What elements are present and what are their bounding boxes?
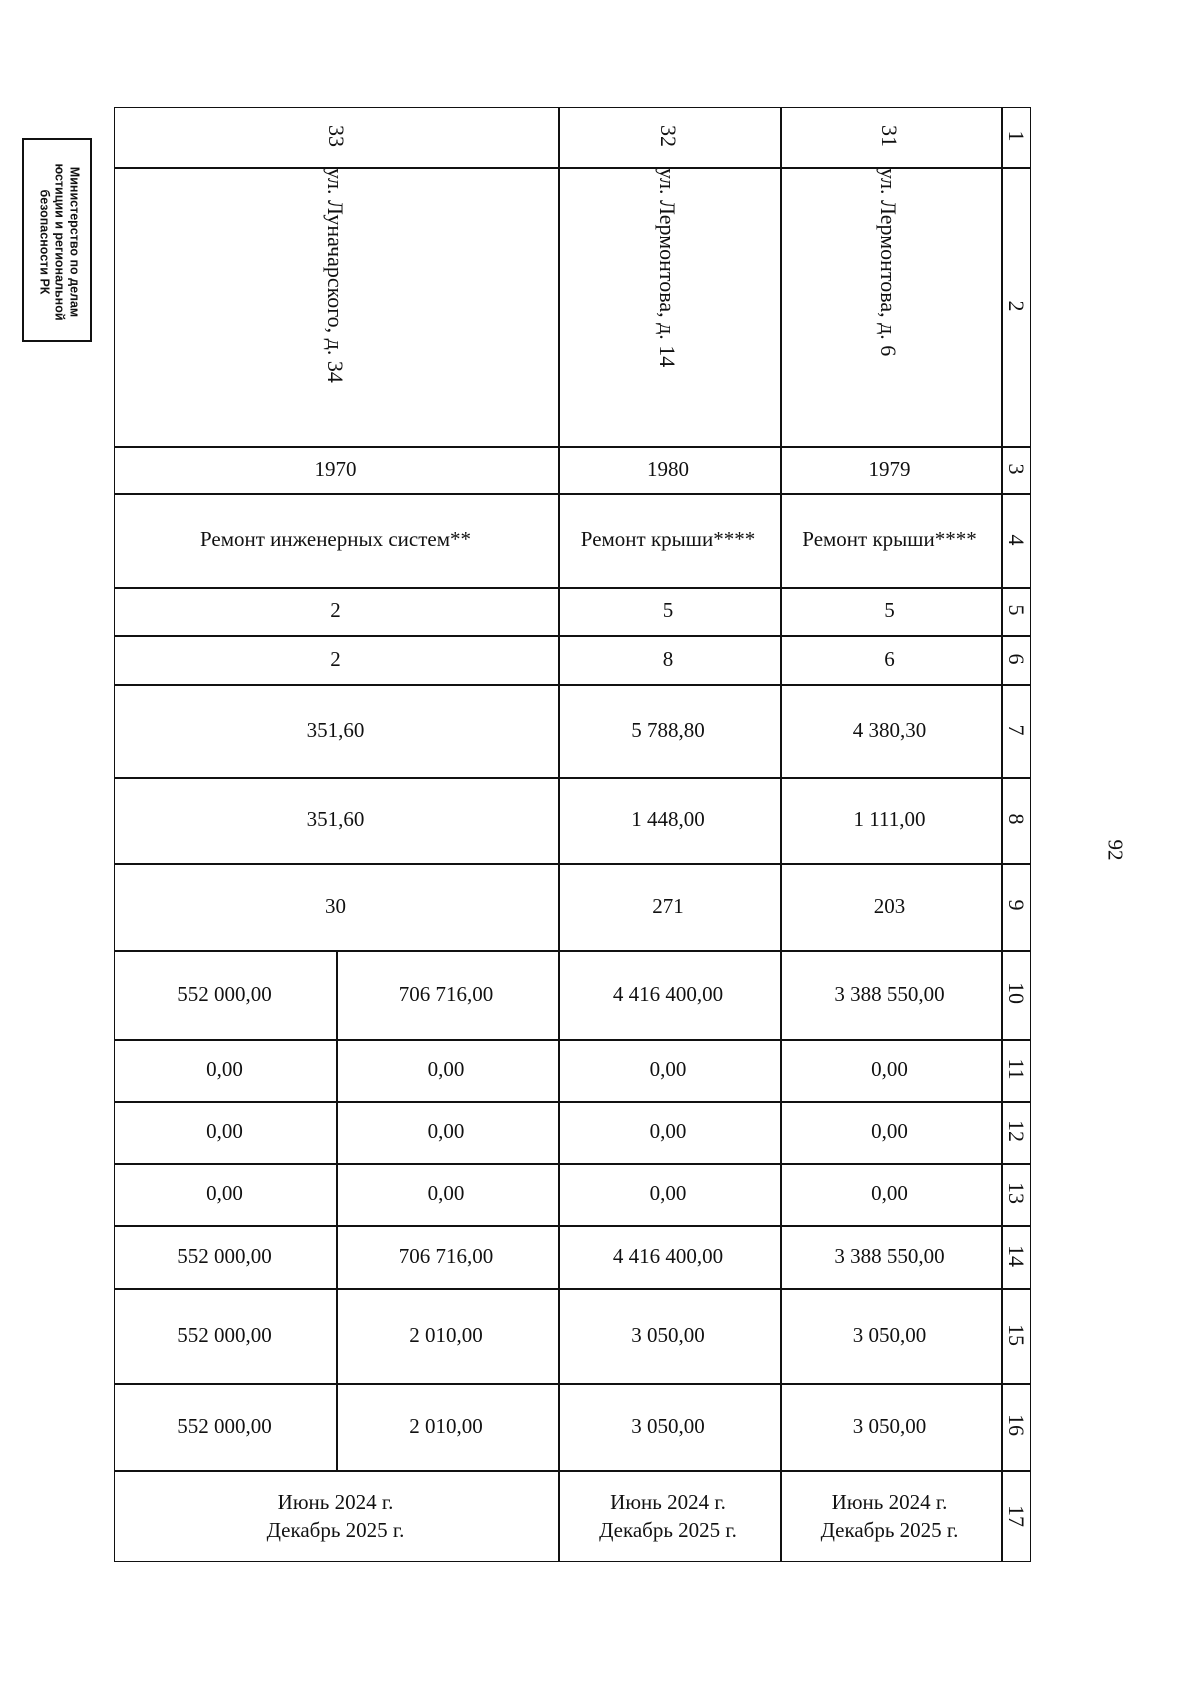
- value-cell: 0,00: [427, 1181, 465, 1205]
- period-start: Июнь 2024 г.: [610, 1489, 726, 1514]
- value-cell: 5 788,80: [631, 717, 705, 742]
- period-cell: [114, 1469, 557, 1562]
- stamp-text: [37, 140, 82, 344]
- value-cell: 30: [325, 893, 346, 918]
- value-cell: 5: [662, 598, 674, 622]
- column-number: 3: [1004, 463, 1029, 475]
- registration-stamp: [22, 138, 92, 342]
- stamp-line: безопасности РК: [37, 189, 52, 295]
- year-cell: 1970: [314, 456, 357, 481]
- work-type-cell: Ремонт инженерных систем**: [199, 527, 472, 551]
- column-number: 15: [1004, 1324, 1029, 1346]
- value-cell: 3 388 550,00: [834, 981, 945, 1006]
- record-number: 33: [324, 125, 349, 147]
- period-start: Июнь 2024 г.: [277, 1489, 394, 1514]
- value-cell: 4 416 400,00: [612, 981, 724, 1006]
- column-number: 8: [1004, 813, 1029, 825]
- value-cell: 0,00: [649, 1181, 687, 1205]
- value-cell: 0,00: [427, 1057, 465, 1081]
- value-cell: 0,00: [206, 1057, 243, 1081]
- period-start: Июнь 2024 г.: [831, 1489, 948, 1514]
- value-cell: 3 050,00: [631, 1322, 705, 1347]
- value-cell: 351,60: [306, 807, 365, 831]
- column-number: 9: [1004, 899, 1029, 911]
- column-number: 7: [1004, 724, 1029, 736]
- period-end: Декабрь 2025 г.: [266, 1517, 405, 1542]
- value-cell: 6: [884, 646, 895, 671]
- stamp-line: юстиции и региональной: [52, 163, 67, 321]
- year-cell: 1980: [647, 456, 689, 481]
- period-cell: [557, 1469, 779, 1562]
- value-cell: 0,00: [871, 1119, 908, 1143]
- value-cell: 2 010,00: [409, 1322, 483, 1347]
- value-cell: 706 716,00: [398, 1243, 494, 1268]
- value-cell: 2 010,00: [409, 1413, 483, 1438]
- value-cell: 1 111,00: [853, 807, 926, 831]
- record-number: 31: [877, 125, 902, 147]
- column-number: 13: [1004, 1182, 1029, 1204]
- value-cell: 351,60: [306, 717, 365, 742]
- column-number: 2: [1004, 300, 1029, 312]
- value-cell: 552 000,00: [177, 1322, 272, 1347]
- stamp-line: Министерство по делам: [67, 166, 82, 318]
- value-cell: 706 716,00: [398, 981, 494, 1006]
- value-cell: 271: [652, 893, 684, 918]
- value-cell: 8: [662, 646, 674, 671]
- work-type-cell: Ремонт крыши****: [802, 527, 977, 551]
- value-cell: 0,00: [649, 1119, 687, 1143]
- column-number: 14: [1004, 1245, 1029, 1267]
- column-number: 12: [1004, 1120, 1029, 1142]
- record-number: 32: [656, 125, 681, 147]
- work-type-cell: Ремонт крыши****: [580, 527, 756, 551]
- column-number: 5: [1004, 604, 1029, 616]
- value-cell: 0,00: [871, 1181, 908, 1205]
- value-cell: 0,00: [206, 1119, 243, 1143]
- value-cell: 4 416 400,00: [612, 1243, 724, 1268]
- column-number: 17: [1004, 1505, 1029, 1527]
- value-cell: 0,00: [871, 1057, 908, 1081]
- value-cell: 2: [330, 598, 341, 622]
- value-cell: 5: [884, 598, 895, 622]
- value-cell: 552 000,00: [177, 1413, 272, 1438]
- column-number: 16: [1004, 1414, 1029, 1436]
- value-cell: 3 050,00: [852, 1413, 927, 1438]
- value-cell: 3 050,00: [852, 1322, 927, 1347]
- page-number: 92: [1103, 839, 1128, 861]
- value-cell: 3 388 550,00: [834, 1243, 945, 1268]
- address: ул. Луначарского, д. 34: [323, 168, 348, 383]
- address: ул. Лермонтова, д. 14: [655, 168, 680, 368]
- value-cell: 0,00: [206, 1181, 243, 1205]
- value-cell: 0,00: [649, 1057, 687, 1081]
- column-number: 1: [1004, 130, 1029, 142]
- period-end: Декабрь 2025 г.: [599, 1517, 737, 1542]
- value-cell: 552 000,00: [177, 1243, 272, 1268]
- column-number: 6: [1004, 653, 1029, 665]
- column-number: 4: [1004, 534, 1029, 546]
- value-cell: 2: [330, 646, 341, 671]
- address: ул. Лермонтова, д. 6: [876, 168, 901, 357]
- value-cell: 1 448,00: [631, 807, 705, 831]
- year-cell: 1979: [868, 456, 911, 481]
- value-cell: 4 380,30: [852, 717, 927, 742]
- value-cell: 3 050,00: [631, 1413, 705, 1438]
- value-cell: 0,00: [427, 1119, 465, 1143]
- column-number: 10: [1004, 982, 1029, 1004]
- column-number: 11: [1004, 1058, 1029, 1080]
- period-cell: [779, 1469, 1000, 1562]
- value-cell: 203: [873, 893, 906, 918]
- value-cell: 552 000,00: [177, 981, 272, 1006]
- period-end: Декабрь 2025 г.: [820, 1517, 959, 1542]
